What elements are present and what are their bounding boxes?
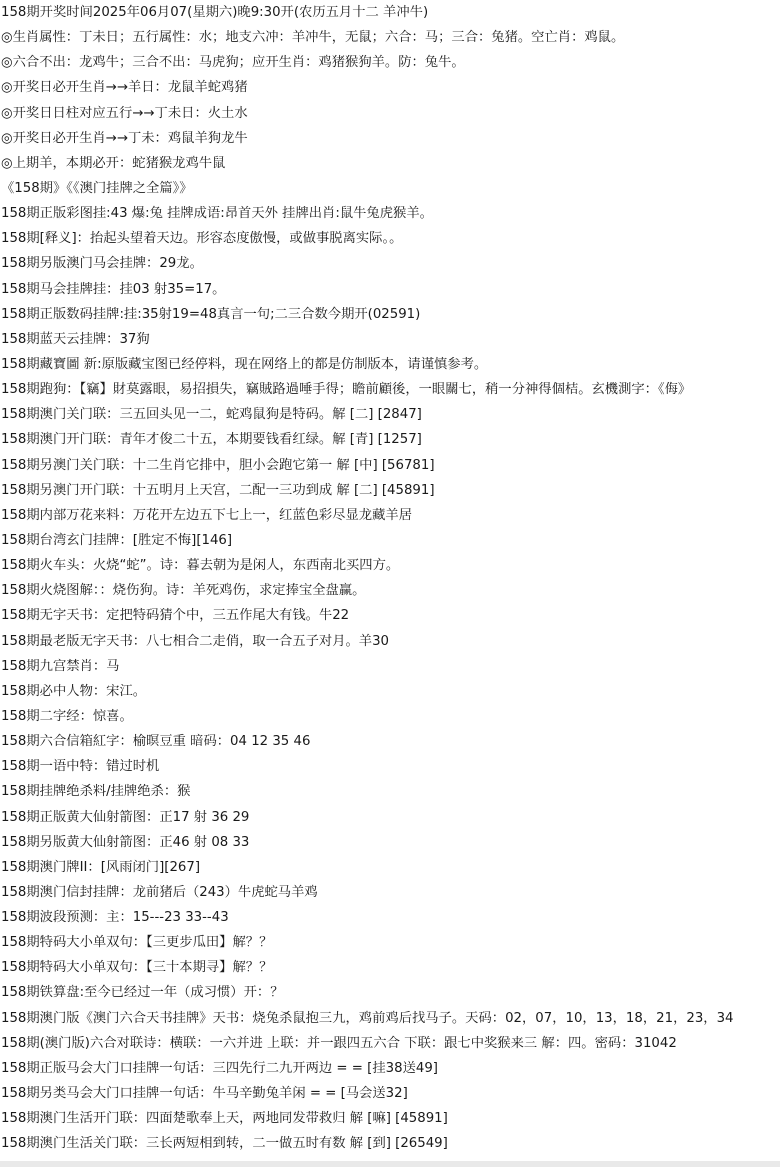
text-line: 158期澳门信封挂牌：龙前猪后（243）牛虎蛇马羊鸡 [1,884,318,900]
text-line: 158期必中人物：宋江。 [1,683,147,699]
text-line: 158期六合信箱紅字：榆暝豆重 暗码：04 12 35 46 [1,734,311,750]
text-line: 158期(澳门版)六合对联诗：横联：一六并进 上联：并一跟四五六合 下联：跟七中奖猴来三 解：四。密码：31042 [1,1035,677,1051]
text-line: 158期开奖时间2025年06月07(星期六)晚9:30开(农历五月十二 羊冲牛) [1,5,429,20]
text-line: 158期蓝天云挂牌：37狗 [1,331,150,347]
text-line: 158期藏寶圖 新:原版藏宝图已经停料，现在网络上的都是仿制版本，请谨慎参考。 [1,356,488,372]
text-line: 158期另澳门关门联：十二生肖它排中，胆小会跑它第一 解 [中] [56781] [1,457,435,473]
text-line: 158期二字经：惊喜。 [1,708,133,724]
text-line: 158期火车头：火烧“蛇”。诗：暮去朝为是闲人，东西南北买四方。 [1,558,400,574]
text-line: ◎开奖日必开生肖→→羊日：龙鼠羊蛇鸡猪 [1,80,248,96]
text-line: 158期波段预测：主：15---23 33--43 [1,910,229,926]
text-line: ◎开奖日日柱对应五行→→丁未日：火土水 [1,105,248,121]
text-line: 158期澳门版《澳门六合天书挂牌》天书：烧兔杀鼠抱三九，鸡前鸡后找马子。天码：02，07，10，13，18，21，23，34 [1,1010,734,1026]
text-line: ◎六合不出：龙鸡牛；三合不出：马虎狗；应开生肖：鸡猪猴狗羊。防：兔牛。 [1,55,465,71]
text-line: ◎上期羊，本期必开：蛇猪猴龙鸡牛鼠 [1,155,226,171]
text-line: 158期跑狗：【竊】財莫露眼，易招損失，竊賊路過唾手得；瞻前顧後，一眼關七，稍一分神得個桔。玄機測字：《侮》 [1,382,692,398]
text-line: 《158期》《《澳门挂牌之全篇》》 [1,180,193,196]
text-line: 158期另澳门开门联：十五明月上天宫，二配一三功到成 解 [二] [45891] [1,482,435,498]
text-line: 158期澳门牌II：[风雨闭门][267] [1,859,201,875]
text-line: 158期澳门开门联：青年才俊二十五，本期要钱看红绿。解 [青] [1257] [1,432,422,448]
text-line: 158期台湾玄门挂牌：[胜定不悔][146] [1,532,233,548]
text-line: 158期澳门生活关门联：三长两短相到转，二一做五时有数 解 [到] [26549] [1,1136,448,1152]
text-line: 158期正版数码挂牌:挂:35射19=48真言一句;二三合数今期开(02591) [1,306,421,322]
text-line: 158期最老版无字天书：八七相合二走俏，取一合五子对月。羊30 [1,633,390,649]
text-line: 158期正版黄大仙射箭图：正17 射 36 29 [1,809,250,825]
text-line: 158期挂牌绝杀料/挂牌绝杀：猴 [1,784,191,800]
text-line: ◎生肖属性：丁未日；五行属性：水；地支六冲：羊冲牛，无鼠；六合：马；三合：兔猪。空亡肖：鸡鼠。 [1,30,625,46]
text-line: 158期[释义]：抬起头望着天边。形容态度傲慢，或做事脱离实际。。 [1,231,403,247]
text-line: 158期一语中特：错过时机 [1,759,160,775]
text-line: ◎开奖日必开生肖→→丁未：鸡鼠羊狗龙牛 [1,130,248,146]
text-line: 158期澳门生活开门联：四面楚歌奉上天，两地同发带救归 解 [嘛] [45891] [1,1111,448,1127]
horizontal-scrollbar-track[interactable] [0,1161,780,1167]
text-line: 158期铁算盘:至今已经过一年（成习惯）开：？ [1,985,284,1001]
text-line: 158期澳门关门联：三五回头见一二，蛇鸡鼠狗是特码。解 [二] [2847] [1,407,422,423]
text-line: 158期特码大小单双句：【三十本期寻】解？？ [1,960,273,976]
text-line: 158期特码大小单双句：【三更步瓜田】解？？ [1,935,273,951]
text-line: 158期正版彩图挂:43 爆:兔 挂牌成语:昂首天外 挂牌出肖:鼠牛兔虎猴羊。 [1,206,433,222]
text-line: 158期另版黄大仙射箭图：正46 射 08 33 [1,834,250,850]
text-line: 158期马会挂牌挂：挂03 射35=17。 [1,281,226,297]
text-line: 158期另类马会大门口挂牌一句话：牛马辛勤兔羊闲 = = [马会送32] [1,1086,408,1102]
text-line: 158期正版马会大门口挂牌一句话：三四先行二九开两边 = = [挂38送49] [1,1060,438,1076]
text-line: 158期火烧图解：：烧伤狗。诗：羊死鸡伤，求定捧宝全盘赢。 [1,583,366,599]
text-line: 158期内部万花来料：万花开左边五下七上一，红蓝色彩尽显龙藏羊居 [1,507,412,523]
text-line: 158期无字天书：定把特码猜个中，三五作尾大有钱。牛22 [1,608,350,624]
text-line: 158期另版澳门马会挂牌：29龙。 [1,256,203,272]
text-line: 158期九宫禁肖：马 [1,658,120,674]
